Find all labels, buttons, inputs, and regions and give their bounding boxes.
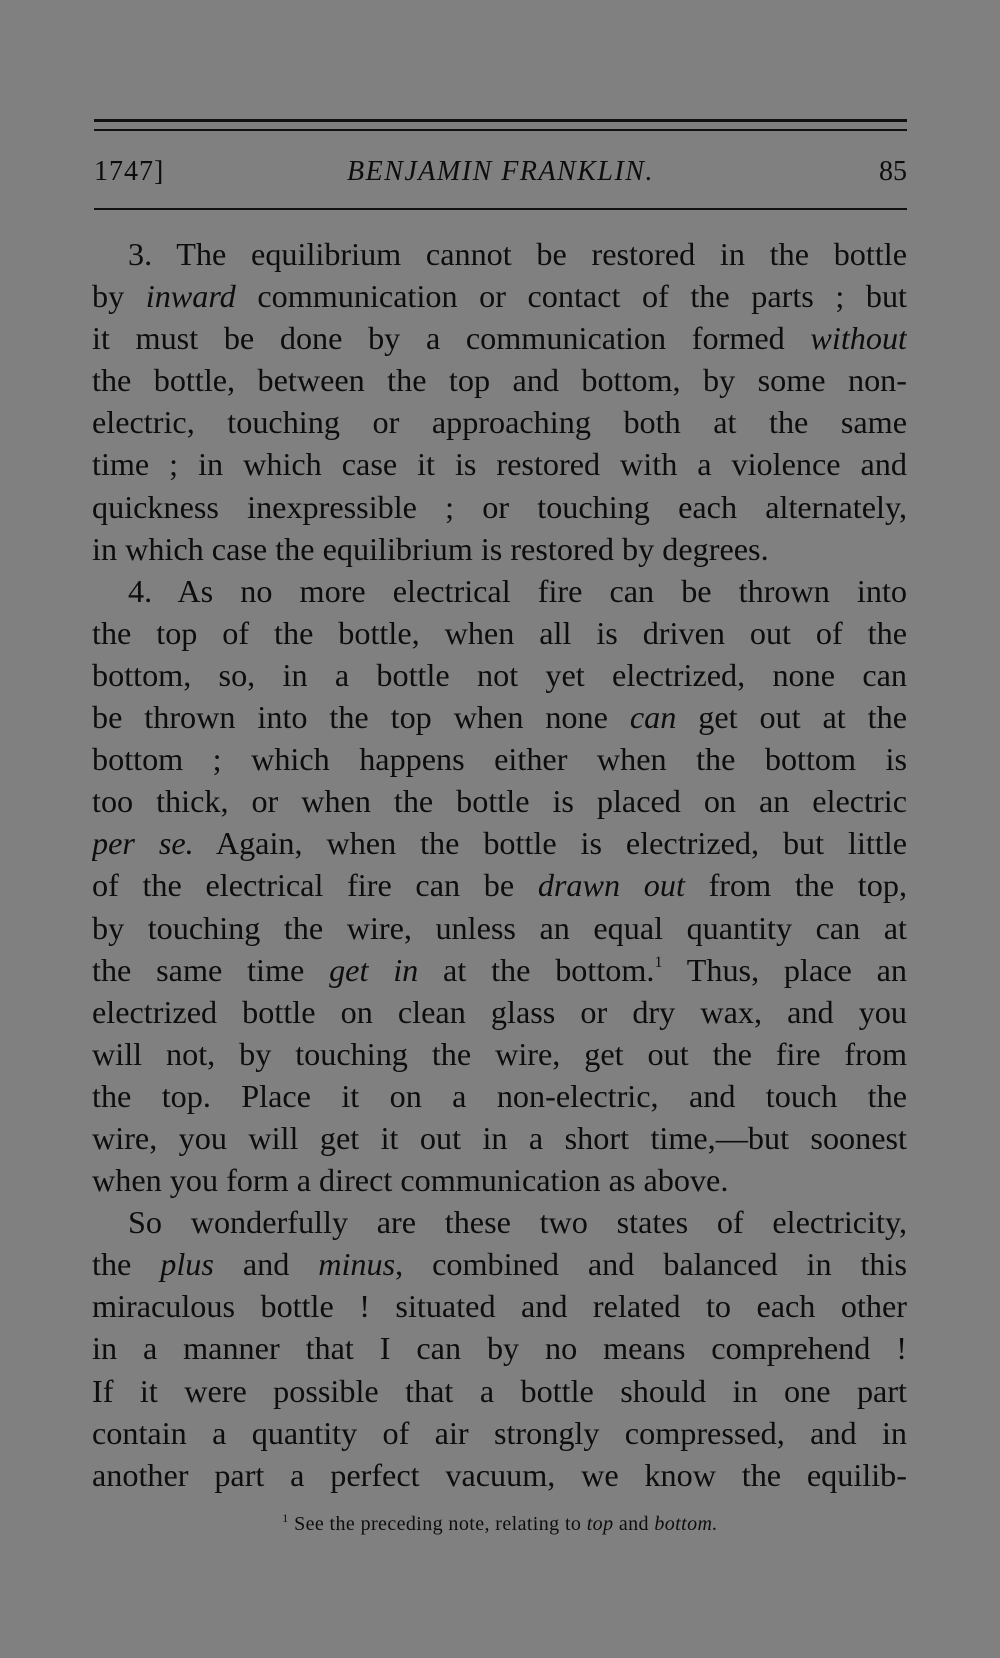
- text-segment: and: [613, 1513, 655, 1535]
- italic-text: can: [629, 699, 677, 736]
- text-line: [92, 1201, 907, 1243]
- text-line: [92, 907, 907, 949]
- text-segment: If it were possible that a bottle should in one part: [92, 1372, 907, 1409]
- text-segment: time ; in which case it is restored with a violence and: [92, 446, 907, 483]
- text-line: [92, 359, 907, 401]
- body-text: [92, 233, 907, 1496]
- text-segment: miraculous bottle ! situated and related to each other: [92, 1288, 907, 1325]
- text-segment: in which case the equilibrium is restored by degrees.: [92, 530, 769, 567]
- text-line: [92, 570, 907, 612]
- text-segment: it must be done by a communication formed: [92, 320, 811, 357]
- running-head: [94, 150, 907, 194]
- text-line: [92, 1285, 907, 1327]
- text-segment: 3. The equilibrium cannot be restored in the bottle: [128, 236, 907, 272]
- italic-text: without: [810, 320, 907, 357]
- text-segment: and: [213, 1246, 319, 1283]
- footnote: [0, 1513, 1000, 1536]
- header-rule-top: [94, 119, 907, 122]
- text-line: [92, 317, 907, 359]
- text-line: [92, 822, 907, 864]
- text-segment: by: [92, 278, 146, 315]
- text-segment: bottom, so, in a bottle not yet electrized, none can: [92, 656, 907, 693]
- text-line: [92, 612, 907, 654]
- text-line: [92, 401, 907, 443]
- text-line: [92, 1117, 907, 1159]
- text-segment: electrized bottle on clean glass or dry wax, and you: [92, 993, 907, 1030]
- text-line: [92, 233, 907, 275]
- text-segment: , combined and balanced in this: [395, 1246, 907, 1283]
- text-line: [92, 486, 907, 528]
- text-segment: See the preceding note, relating to: [294, 1513, 587, 1535]
- text-segment: communication or contact of the parts ; but: [235, 278, 907, 315]
- text-segment: the bottle, between the top and bottom, by some non-: [92, 362, 907, 399]
- italic-text: per se.: [92, 825, 194, 862]
- footnote-marker: 1: [654, 953, 663, 971]
- text-segment: contain a quantity of air strongly compressed, and in: [92, 1414, 907, 1451]
- italic-text: drawn out: [537, 867, 685, 904]
- text-line: [92, 738, 907, 780]
- text-line: [92, 1243, 907, 1285]
- text-segment: will not, by touching the wire, get out the fire from: [92, 1035, 907, 1072]
- italic-text: plus: [160, 1246, 214, 1283]
- text-line: [92, 275, 907, 317]
- text-line: [92, 864, 907, 906]
- text-segment: another part a perfect vacuum, we know the equilib-: [92, 1456, 907, 1493]
- header-title: BENJAMIN FRANKLIN.: [347, 156, 654, 187]
- italic-text: minus: [318, 1246, 396, 1283]
- text-segment: get out at the: [676, 699, 907, 736]
- text-segment: electric, touching or approaching both at the same: [92, 404, 907, 441]
- text-segment: wire, you will get it out in a short time,—but soonest: [92, 1119, 907, 1156]
- text-line: [92, 696, 907, 738]
- text-segment: Thus, place an: [662, 951, 907, 988]
- text-segment: at the bottom.: [418, 951, 655, 988]
- text-line: [92, 1370, 907, 1412]
- page-number: 85: [879, 156, 907, 187]
- text-segment: Again, when the bottle is electrized, but little: [193, 825, 907, 862]
- header-rule-bottom: [94, 208, 907, 210]
- text-line: [92, 528, 907, 570]
- text-line: [92, 1159, 907, 1201]
- text-line: [92, 1412, 907, 1454]
- text-line: [92, 780, 907, 822]
- text-segment: in a manner that I can by no means comprehend !: [92, 1330, 907, 1367]
- italic-text: top: [586, 1513, 614, 1535]
- header-date: 1747]: [94, 156, 165, 187]
- text-segment: 4. As no more electrical fire can be thrown into: [128, 572, 907, 609]
- text-segment: of the electrical fire can be: [92, 867, 538, 904]
- text-segment: when you form a direct communication as above.: [92, 1162, 729, 1199]
- text-segment: too thick, or when the bottle is placed on an electric: [92, 783, 907, 820]
- text-line: [92, 654, 907, 696]
- italic-text: inward: [145, 278, 236, 315]
- text-line: [92, 1075, 907, 1117]
- text-segment: be thrown into the top when none: [92, 699, 630, 736]
- text-line: [92, 949, 907, 991]
- text-segment: from the top,: [684, 867, 907, 904]
- text-segment: bottom ; which happens either when the bottom is: [92, 741, 907, 778]
- text-line: [92, 1454, 907, 1496]
- text-segment: the top. Place it on a non-electric, and touch the: [92, 1077, 907, 1114]
- text-line: [92, 1033, 907, 1075]
- text-line: [92, 991, 907, 1033]
- italic-text: get in: [329, 951, 419, 988]
- text-segment: the: [92, 1246, 161, 1283]
- footnote-number: 1: [282, 1511, 289, 1525]
- header-rule-second: [94, 129, 907, 131]
- text-line: [92, 443, 907, 485]
- text-line: [92, 1327, 907, 1369]
- text-segment: by touching the wire, unless an equal quantity can at: [92, 909, 907, 946]
- text-segment: So wonderfully are these two states of electricity,: [128, 1204, 907, 1241]
- italic-text: bottom.: [654, 1513, 718, 1535]
- text-segment: quickness inexpressible ; or touching each alternately,: [92, 488, 907, 525]
- text-segment: the top of the bottle, when all is driven out of the: [92, 614, 907, 651]
- text-segment: the same time: [92, 951, 330, 988]
